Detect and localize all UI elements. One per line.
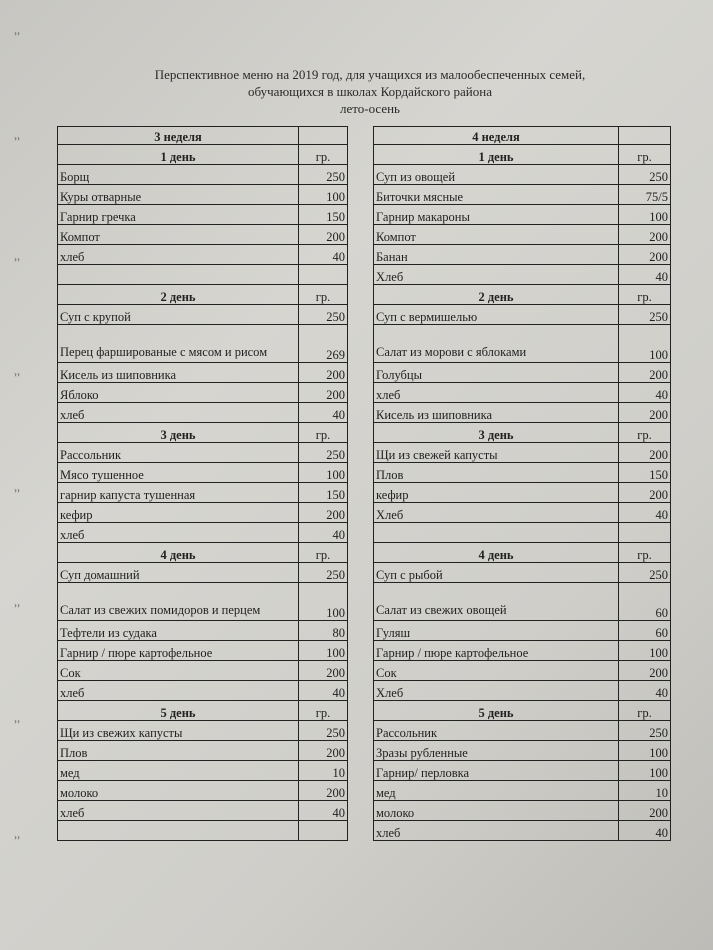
- day-header-row: [374, 701, 671, 721]
- week-header-row: [58, 127, 348, 145]
- dish-grams: 100: [619, 325, 671, 363]
- dish-name: мед: [58, 761, 299, 781]
- dish-name: Яблоко: [58, 383, 299, 403]
- dish-name: Голубцы: [374, 363, 619, 383]
- hole-punch-marks: ›› ›› ›› ›› ›› ›› ›› ››: [14, 28, 20, 842]
- dish-name: гарнир капуста тушенная: [58, 483, 299, 503]
- dish-name: Гарнир / пюре картофельное: [58, 641, 299, 661]
- dish-row: [374, 641, 671, 661]
- dish-name: Куры отварные: [58, 185, 299, 205]
- dish-grams: 200: [619, 661, 671, 681]
- dish-grams: 100: [299, 641, 348, 661]
- dish-grams: 200: [299, 741, 348, 761]
- grams-header: гр.: [619, 423, 671, 443]
- dish-grams: 250: [619, 305, 671, 325]
- dish-name: [374, 523, 619, 543]
- dish-row: [374, 721, 671, 741]
- dish-row: [374, 761, 671, 781]
- dish-name: Зразы рубленные: [374, 741, 619, 761]
- title-line-3: лето-осень: [339, 101, 400, 116]
- day-header-row: [374, 543, 671, 563]
- dish-row: [58, 801, 348, 821]
- dish-name: мед: [374, 781, 619, 801]
- dish-name: Суп с вермишелью: [374, 305, 619, 325]
- dish-name: Кисель из шиповника: [374, 403, 619, 423]
- dish-row: [374, 325, 671, 363]
- dish-name: хлеб: [58, 245, 299, 265]
- dish-row: [58, 443, 348, 463]
- day-label: 2 день: [58, 285, 299, 305]
- dish-grams: [299, 821, 348, 841]
- dish-row: [58, 563, 348, 583]
- dish-name: Рассольник: [374, 721, 619, 741]
- dish-grams: 40: [619, 265, 671, 285]
- dish-name: Салат из свежих овощей: [374, 583, 619, 621]
- empty-row: [58, 265, 348, 285]
- dish-grams: 250: [619, 721, 671, 741]
- dish-grams: 250: [299, 721, 348, 741]
- dish-grams: 200: [619, 245, 671, 265]
- dish-grams: 250: [299, 165, 348, 185]
- dish-row: [374, 165, 671, 185]
- day-header-row: [374, 423, 671, 443]
- dish-row: [58, 741, 348, 761]
- dish-row: [374, 621, 671, 641]
- dish-row: [58, 483, 348, 503]
- dish-grams: 100: [619, 761, 671, 781]
- dish-name: Компот: [58, 225, 299, 245]
- dish-name: Гарнир/ перловка: [374, 761, 619, 781]
- dish-name: Гарнир гречка: [58, 205, 299, 225]
- day-header-row: [374, 285, 671, 305]
- dish-name: хлеб: [374, 821, 619, 841]
- grams-header: гр.: [619, 285, 671, 305]
- dish-grams: 100: [299, 185, 348, 205]
- dish-name: Суп домашний: [58, 563, 299, 583]
- dish-row: [374, 503, 671, 523]
- dish-name: Щи из свежей капусты: [374, 443, 619, 463]
- dish-grams: 269: [299, 325, 348, 363]
- dish-row: [58, 225, 348, 245]
- dish-grams: 200: [299, 383, 348, 403]
- dish-grams: 40: [299, 523, 348, 543]
- dish-name: хлеб: [58, 403, 299, 423]
- dish-row: [58, 383, 348, 403]
- dish-grams: 40: [299, 245, 348, 265]
- dish-name: Банан: [374, 245, 619, 265]
- dish-name: кефир: [58, 503, 299, 523]
- week-header-empty: [299, 127, 348, 145]
- dish-row: [58, 721, 348, 741]
- week-title: 4 неделя: [374, 127, 619, 145]
- dish-grams: 40: [619, 383, 671, 403]
- dish-row: [58, 185, 348, 205]
- week-header-empty: [619, 127, 671, 145]
- empty-row: [58, 821, 348, 841]
- dish-name: Плов: [374, 463, 619, 483]
- dish-name: хлеб: [58, 681, 299, 701]
- dish-grams: 40: [619, 821, 671, 841]
- dish-name: молоко: [374, 801, 619, 821]
- dish-grams: 200: [619, 443, 671, 463]
- week-4-menu-table: [373, 126, 671, 841]
- dish-name: Суп из овощей: [374, 165, 619, 185]
- dish-row: [58, 305, 348, 325]
- dish-grams: 200: [299, 661, 348, 681]
- dish-grams: 100: [299, 463, 348, 483]
- dish-grams: 200: [299, 363, 348, 383]
- dish-row: [374, 821, 671, 841]
- dish-grams: [299, 265, 348, 285]
- grams-header: гр.: [619, 701, 671, 721]
- grams-header: гр.: [299, 543, 348, 563]
- dish-grams: 200: [619, 801, 671, 821]
- dish-grams: 100: [619, 641, 671, 661]
- dish-grams: 200: [299, 781, 348, 801]
- dish-row: [374, 205, 671, 225]
- dish-row: [58, 761, 348, 781]
- dish-row: [58, 621, 348, 641]
- dish-row: [374, 305, 671, 325]
- dish-name: Суп с рыбой: [374, 563, 619, 583]
- dish-grams: 250: [299, 443, 348, 463]
- dish-grams: 200: [299, 503, 348, 523]
- dish-name: Биточки мясные: [374, 185, 619, 205]
- grams-header: гр.: [619, 145, 671, 165]
- dish-grams: 10: [619, 781, 671, 801]
- grams-header: гр.: [299, 145, 348, 165]
- dish-grams: 250: [299, 305, 348, 325]
- dish-grams: 10: [299, 761, 348, 781]
- dish-grams: 150: [299, 205, 348, 225]
- dish-grams: 40: [299, 801, 348, 821]
- dish-grams: 200: [619, 403, 671, 423]
- dish-row: [374, 383, 671, 403]
- dish-row: [58, 661, 348, 681]
- dish-row: [374, 801, 671, 821]
- dish-grams: [619, 523, 671, 543]
- dish-name: хлеб: [374, 383, 619, 403]
- dish-name: Хлеб: [374, 265, 619, 285]
- day-label: 3 день: [58, 423, 299, 443]
- day-header-row: [58, 423, 348, 443]
- dish-row: [374, 225, 671, 245]
- dish-grams: 200: [619, 363, 671, 383]
- day-header-row: [58, 285, 348, 305]
- dish-grams: 40: [299, 403, 348, 423]
- title-line-1: Перспективное меню на 2019 год, для учащихся из малообеспеченных семей,: [154, 67, 586, 82]
- document-title: [60, 66, 680, 117]
- day-label: 4 день: [374, 543, 619, 563]
- dish-row: [58, 325, 348, 363]
- dish-grams: 200: [619, 225, 671, 245]
- dish-grams: 250: [619, 563, 671, 583]
- dish-grams: 250: [619, 165, 671, 185]
- dish-grams: 40: [299, 681, 348, 701]
- dish-row: [374, 741, 671, 761]
- dish-row: [374, 443, 671, 463]
- dish-name: Гарнир / пюре картофельное: [374, 641, 619, 661]
- dish-grams: 40: [619, 503, 671, 523]
- dish-grams: 200: [299, 225, 348, 245]
- dish-row: [58, 681, 348, 701]
- dish-name: Хлеб: [374, 681, 619, 701]
- dish-row: [58, 245, 348, 265]
- dish-row: [58, 523, 348, 543]
- dish-row: [374, 265, 671, 285]
- dish-grams: 250: [299, 563, 348, 583]
- week-header-row: [374, 127, 671, 145]
- day-label: 2 день: [374, 285, 619, 305]
- dish-grams: 40: [619, 681, 671, 701]
- day-label: 4 день: [58, 543, 299, 563]
- dish-row: [58, 583, 348, 621]
- dish-grams: 60: [619, 583, 671, 621]
- title-line-2: обучающихся в школах Кордайского района: [248, 84, 492, 99]
- week-3-menu-table: [57, 126, 348, 841]
- dish-name: Хлеб: [374, 503, 619, 523]
- dish-grams: 150: [619, 463, 671, 483]
- dish-row: [374, 781, 671, 801]
- day-header-row: [58, 145, 348, 165]
- day-label: 5 день: [374, 701, 619, 721]
- day-header-row: [374, 145, 671, 165]
- dish-grams: 100: [619, 741, 671, 761]
- dish-name: Салат из свежих помидоров и перцем: [58, 583, 299, 621]
- dish-name: Гуляш: [374, 621, 619, 641]
- dish-name: Гарнир макароны: [374, 205, 619, 225]
- dish-name: Компот: [374, 225, 619, 245]
- dish-name: Борщ: [58, 165, 299, 185]
- dish-grams: 100: [619, 205, 671, 225]
- day-label: 1 день: [58, 145, 299, 165]
- dish-name: хлеб: [58, 523, 299, 543]
- dish-row: [374, 681, 671, 701]
- grams-header: гр.: [299, 285, 348, 305]
- dish-grams: 75/5: [619, 185, 671, 205]
- dish-name: хлеб: [58, 801, 299, 821]
- empty-row: [374, 523, 671, 543]
- dish-row: [58, 165, 348, 185]
- dish-name: Сок: [58, 661, 299, 681]
- day-label: 3 день: [374, 423, 619, 443]
- dish-name: Мясо тушенное: [58, 463, 299, 483]
- dish-row: [374, 185, 671, 205]
- dish-name: [58, 821, 299, 841]
- dish-row: [58, 363, 348, 383]
- dish-row: [58, 503, 348, 523]
- dish-name: кефир: [374, 483, 619, 503]
- day-header-row: [58, 543, 348, 563]
- dish-grams: 80: [299, 621, 348, 641]
- day-label: 1 день: [374, 145, 619, 165]
- dish-row: [58, 205, 348, 225]
- dish-grams: 60: [619, 621, 671, 641]
- dish-row: [374, 661, 671, 681]
- dish-name: Тефтели из судака: [58, 621, 299, 641]
- dish-name: Сок: [374, 661, 619, 681]
- dish-name: Салат из морови с яблоками: [374, 325, 619, 363]
- dish-row: [374, 563, 671, 583]
- grams-header: гр.: [299, 423, 348, 443]
- dish-row: [374, 483, 671, 503]
- grams-header: гр.: [619, 543, 671, 563]
- dish-grams: 100: [299, 583, 348, 621]
- dish-row: [58, 403, 348, 423]
- dish-row: [58, 463, 348, 483]
- dish-name: Суп с крупой: [58, 305, 299, 325]
- dish-row: [374, 583, 671, 621]
- dish-name: Перец фаршированые с мясом и рисом: [58, 325, 299, 363]
- dish-row: [374, 245, 671, 265]
- dish-name: Плов: [58, 741, 299, 761]
- dish-row: [58, 781, 348, 801]
- dish-name: молоко: [58, 781, 299, 801]
- dish-name: Щи из свежих капусты: [58, 721, 299, 741]
- dish-name: [58, 265, 299, 285]
- dish-name: Рассольник: [58, 443, 299, 463]
- dish-grams: 200: [619, 483, 671, 503]
- dish-row: [58, 641, 348, 661]
- day-label: 5 день: [58, 701, 299, 721]
- dish-row: [374, 403, 671, 423]
- dish-grams: 150: [299, 483, 348, 503]
- week-title: 3 неделя: [58, 127, 299, 145]
- grams-header: гр.: [299, 701, 348, 721]
- dish-row: [374, 463, 671, 483]
- day-header-row: [58, 701, 348, 721]
- dish-row: [374, 363, 671, 383]
- dish-name: Кисель из шиповника: [58, 363, 299, 383]
